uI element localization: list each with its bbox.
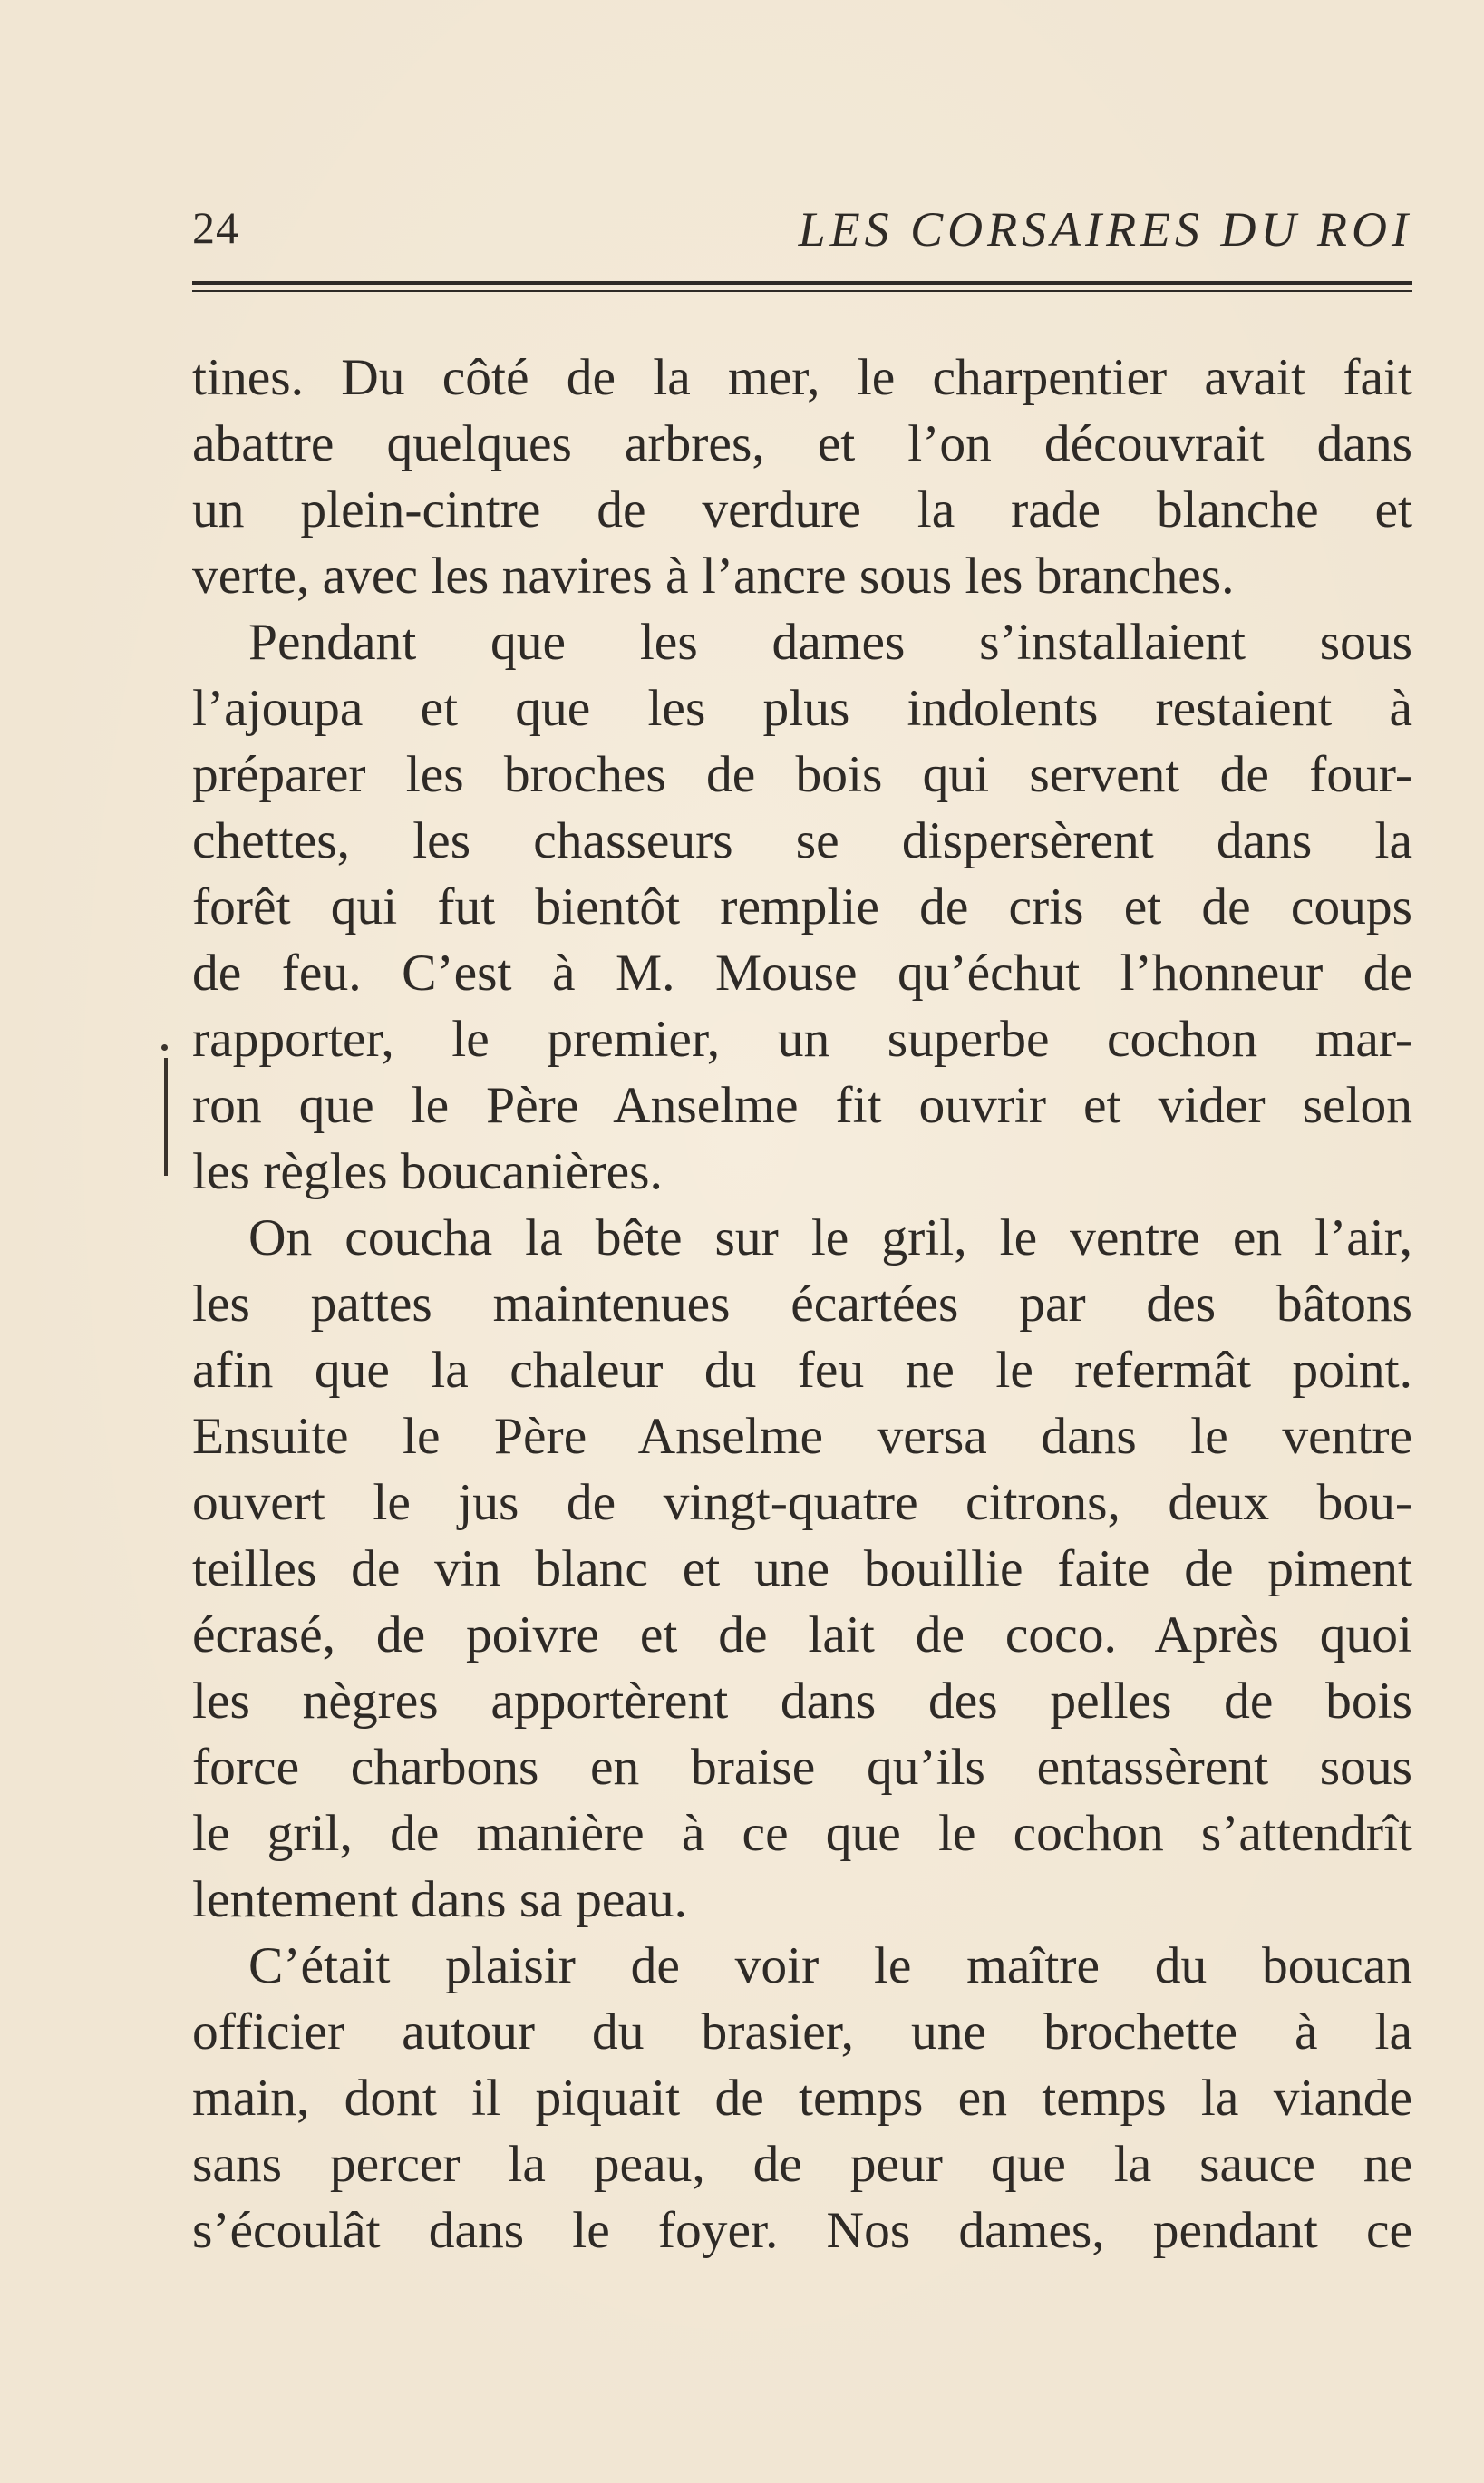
text-line: ron que le Père Anselme fit ouvrir et vider selon (192, 1077, 1412, 1134)
text-line: ouvert le jus de vingt-quatre citrons, deux bou- (192, 1474, 1412, 1531)
text-line: de feu. C’est à M. Mouse qu’échut l’honneur de (192, 945, 1412, 1002)
text-line: écrasé, de poivre et de lait de coco. Après quoi (192, 1606, 1412, 1663)
text-line: rapporter, le premier, un superbe cochon mar- (192, 1011, 1412, 1068)
text-line: lentement dans sa peau. (192, 1871, 688, 1928)
text-line: préparer les broches de bois qui servent de four- (192, 746, 1412, 803)
text-line: les règles boucanières. (192, 1143, 663, 1200)
body-text (192, 344, 1412, 2264)
text-line: le gril, de manière à ce que le cochon s’attendrît (192, 1805, 1412, 1862)
page-number: 24 (192, 202, 239, 253)
margin-mark-line (164, 1058, 168, 1176)
text-line: Ensuite le Père Anselme versa dans le ventre (192, 1408, 1412, 1465)
text-line: verte, avec les navires à l’ancre sous les branches. (192, 548, 1235, 605)
text-line: forêt qui fut bientôt remplie de cris et de coups (192, 878, 1412, 936)
text-line: les pattes maintenues écartées par des bâtons (192, 1275, 1412, 1333)
text-line: teilles de vin blanc et une bouillie faite de piment (192, 1540, 1412, 1597)
text-line: un plein-cintre de verdure la rade blanche et (192, 481, 1412, 538)
text-line: force charbons en braise qu’ils entassèrent sous (192, 1739, 1412, 1796)
text-line: officier autour du brasier, une brochette à la (192, 2003, 1412, 2061)
header-rule-thick (192, 281, 1412, 285)
text-line: Pendant que les dames s’installaient sous (248, 614, 1412, 671)
text-line: l’ajoupa et que les plus indolents restaient à (192, 680, 1412, 737)
text-line: On coucha la bête sur le gril, le ventre en l’air, (248, 1209, 1412, 1266)
text-line: chettes, les chasseurs se dispersèrent dans la (192, 812, 1412, 869)
margin-mark-dot (161, 1044, 168, 1051)
text-line: main, dont il piquait de temps en temps la viande (192, 2070, 1412, 2127)
text-line: afin que la chaleur du feu ne le refermât point. (192, 1342, 1412, 1399)
running-head (192, 201, 1412, 265)
text-line: sans percer la peau, de peur que la sauce ne (192, 2136, 1412, 2193)
header-rule-thin (192, 290, 1412, 292)
text-line: s’écoulât dans le foyer. Nos dames, pendant ce (192, 2202, 1412, 2259)
text-line: abattre quelques arbres, et l’on découvrait dans (192, 415, 1412, 472)
text-line: les nègres apportèrent dans des pelles de bois (192, 1673, 1412, 1730)
text-line: C’était plaisir de voir le maître du boucan (248, 1937, 1412, 1994)
text-line: tines. Du côté de la mer, le charpentier avait fait (192, 349, 1412, 406)
running-title: LES CORSAIRES DU ROI (798, 202, 1412, 257)
